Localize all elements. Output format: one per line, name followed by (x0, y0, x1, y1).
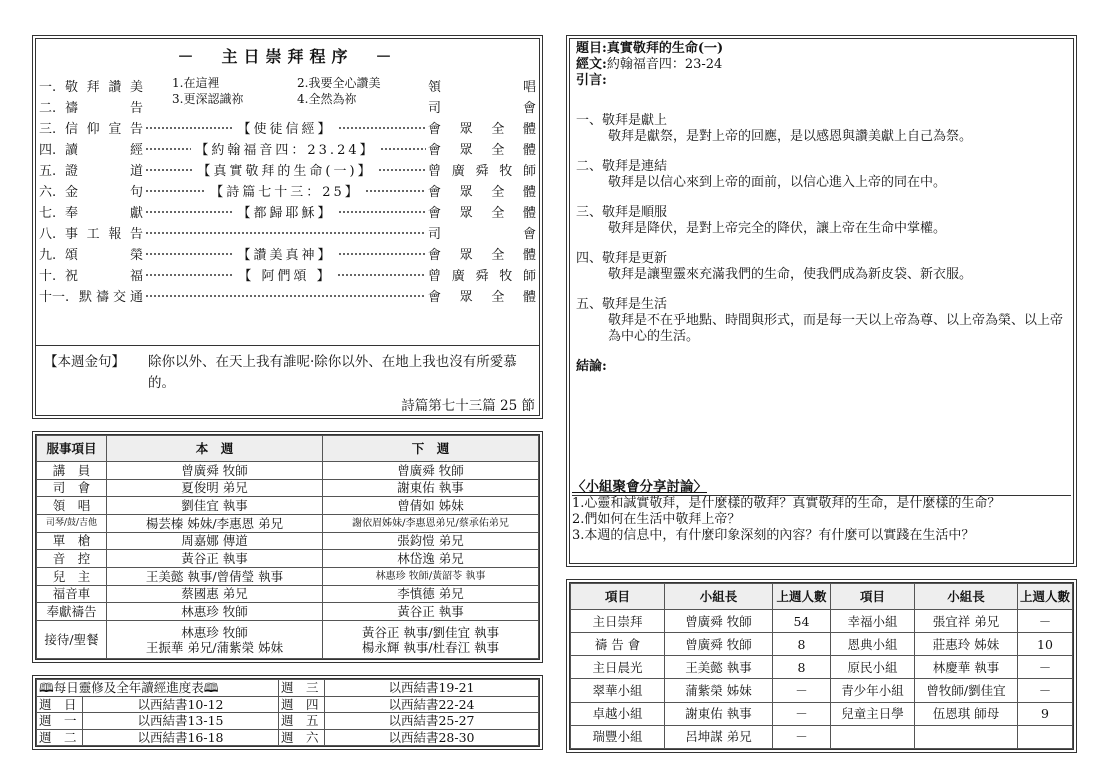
program-number: 七. (39, 206, 57, 221)
dot-leader (337, 273, 426, 277)
table-cell: － (1018, 656, 1073, 679)
table-cell: 奉獻禱告 (37, 603, 107, 621)
program-detail-text: 【真實敬拜的生命(一)】 (197, 164, 374, 179)
table-row (37, 514, 539, 532)
book-icon: 🕮 (39, 680, 54, 696)
table-cell: 瑞豐小組 (571, 725, 665, 748)
hymn-list (172, 75, 417, 107)
program-number: 六. (39, 185, 57, 200)
sermon-point (576, 113, 1067, 145)
program-item-name: 信仰宣告 (65, 122, 143, 137)
table-row (37, 567, 539, 585)
dot-leader (365, 189, 426, 193)
table-cell: 黃谷正 執事 (323, 603, 539, 621)
table-cell: 莊惠玲 姊妹 (915, 633, 1018, 656)
table-cell: 王美懿 執事 (665, 656, 773, 679)
table-cell: 兒童主日學 (831, 702, 915, 725)
table-cell: 蒲紫榮 姊妹 (665, 679, 773, 702)
table-row (37, 532, 539, 550)
column-header: 本 週 (107, 436, 323, 462)
column-header: 項目 (831, 584, 915, 610)
table-row (37, 621, 539, 659)
program-item-name: 敬拜讚美 (65, 80, 143, 95)
table-row (571, 725, 1073, 748)
column-header: 小組長 (915, 584, 1018, 610)
table-cell: 曾廣舜 牧師 (665, 610, 773, 633)
program-number: 八. (39, 227, 57, 242)
table-cell: 黃谷正 執事 (107, 550, 323, 568)
point-body: 敬拜是獻祭，是對上帝的回應，是以感恩與讚美獻上自己為祭。 (608, 129, 973, 144)
service-roster (32, 431, 543, 663)
program-detail-text: 【讚美真神】 (237, 248, 334, 263)
table-cell: 林岱逸 弟兄 (323, 550, 539, 568)
dot-leader (145, 210, 234, 214)
table-cell: － (773, 725, 831, 748)
table-cell: 曾牧師/劉佳宜 (915, 679, 1018, 702)
table-cell: 卓越小組 (571, 702, 665, 725)
dot-leader (145, 294, 426, 298)
table-row (571, 702, 1073, 725)
table-row (571, 656, 1073, 679)
program-leader: 會眾全體 (428, 290, 536, 305)
program-leader: 會眾全體 (428, 185, 536, 200)
table-row (571, 610, 1073, 633)
table-cell: 黃谷正 執事/劉佳宜 執事 楊永輝 執事/杜春江 執事 (323, 621, 539, 659)
program-title: － 主日崇拜程序 － (177, 47, 398, 66)
sermon-point (576, 297, 1067, 345)
dot-leader (145, 147, 191, 151)
sermon-point (576, 205, 1067, 237)
table-cell: 伍恩琪 師母 (915, 702, 1018, 725)
table-cell: 單 槍 (37, 532, 107, 550)
program-detail (143, 181, 428, 200)
table-cell: 8 (773, 656, 831, 679)
table-cell: 翠華小組 (571, 679, 665, 702)
column-header: 服事項目 (37, 436, 107, 462)
point-heading: 四、敬拜是更新 (576, 251, 668, 266)
dot-leader (380, 147, 426, 151)
dot-leader (378, 168, 426, 172)
table-cell: 司 會 (37, 479, 107, 497)
column-header: 下 週 (323, 436, 539, 462)
program-row (39, 117, 536, 138)
program-detail (143, 202, 428, 221)
table-cell: 楊芸榛 姊妹/李惠恩 弟兄 (107, 514, 323, 532)
table-row (37, 497, 539, 515)
program-leader: 會眾全體 (428, 122, 536, 137)
table-header-row (37, 436, 539, 462)
table-cell: － (1018, 679, 1073, 702)
table-cell: 8 (773, 633, 831, 656)
program-row (39, 243, 536, 264)
dot-leader (145, 168, 193, 172)
table-cell: 領 唱 (37, 497, 107, 515)
dot-leader (145, 252, 234, 256)
point-heading: 三、敬拜是順服 (576, 205, 668, 220)
worship-program (32, 35, 543, 419)
table-cell: 主日崇拜 (571, 610, 665, 633)
table-cell: 林惠珍 牧師 (107, 603, 323, 621)
dot-leader (338, 126, 427, 130)
program-row (39, 159, 536, 180)
table-cell: 福音車 (37, 585, 107, 603)
point-body: 敬拜是不在乎地點、時間與形式，而是每一天以上帝為尊、以上帝為榮、以上帝為中心的生活。 (608, 313, 1064, 344)
table-cell: － (773, 679, 831, 702)
program-detail-text: 【使徒信經】 (237, 122, 334, 137)
program-item-name: 默禱交通 (79, 290, 143, 305)
program-number: 二. (39, 101, 57, 116)
table-cell: 劉佳宜 執事 (107, 497, 323, 515)
question: 1.心靈和誠實敬拜，是什麼樣的敬拜？真實敬拜的生命，是什麼樣的生命？ (572, 496, 1001, 511)
hymn: 2.我要全心讚美 (297, 76, 381, 90)
table-cell: － (773, 702, 831, 725)
point-body: 敬拜是以信心來到上帝的面前，以信心進入上帝的同在中。 (608, 175, 947, 190)
program-number: 一. (39, 80, 57, 95)
table-cell: 講 員 (37, 462, 107, 480)
hymn: 1.在這裡 (172, 76, 220, 90)
point-body: 敬拜是降伏，是對上帝完全的降伏，讓上帝在生命中掌權。 (608, 221, 947, 236)
table-cell: 呂坤謀 弟兄 (665, 725, 773, 748)
table-cell: 夏俊明 弟兄 (107, 479, 323, 497)
program-detail (143, 118, 428, 137)
table-cell: 蔡國惠 弟兄 (107, 585, 323, 603)
program-item-name: 奉獻 (65, 206, 143, 221)
dot-leader (145, 126, 234, 130)
discussion-title: 〈小組聚會分享討論〉 (572, 479, 707, 495)
table-cell: 音 控 (37, 550, 107, 568)
program-detail (143, 231, 428, 235)
program-detail (143, 294, 428, 298)
table-row: 🕮每日靈修及全年讀經進度表🕮 週 三 以西結書19-21 (37, 680, 539, 697)
program-number: 十. (39, 269, 57, 284)
column-header: 項目 (571, 584, 665, 610)
point-heading: 五、敬拜是生活 (576, 297, 668, 312)
program-detail-text: 【都歸耶穌】 (237, 206, 334, 221)
table-cell: 王美懿 執事/曾倩瑩 執事 (107, 567, 323, 585)
question: 2.們如何在生活中敬拜上帝？ (572, 512, 741, 527)
program-leader: 司會 (428, 227, 536, 242)
program-detail (143, 160, 428, 179)
program-row (39, 138, 536, 159)
sermon-scripture: 約翰福音四：23-24 (606, 57, 723, 72)
discussion (572, 479, 1071, 544)
table-cell (915, 725, 1018, 748)
verse-label: 【本週金句】 (44, 354, 125, 370)
table-row (37, 585, 539, 603)
dot-leader (145, 231, 426, 235)
program-item-name: 讀經 (65, 143, 143, 158)
program-number: 四. (39, 143, 57, 158)
program-detail-text: 【 阿們頌 】 (238, 269, 333, 284)
program-row (39, 285, 536, 306)
table-cell: 謝東佑 執事 (665, 702, 773, 725)
program-number: 三. (39, 122, 57, 137)
conclusion-label: 結論: (576, 359, 607, 374)
table-cell: 兒 主 (37, 567, 107, 585)
dot-leader (145, 189, 206, 193)
sermon-outline: 題目:真實敬拜的生命(一) 經文:約翰福音四：23-24 引言: 一、敬拜是獻上 敬拜是獻祭，是對上帝的回應，是以感恩與讚美獻上自己為祭。 二、敬拜是連結 敬拜是以信心來到上帝的面前，以信心進入上帝的同在中。 三、敬拜是順服 敬拜是降伏，是對上帝完全的降伏，讓上帝在生命中掌權。 四、敬拜是更新 敬拜是讓聖靈來充滿我們的生命，使我們成為新皮袋、新衣服。 五、敬拜是生活 敬拜是不在乎地點、時間與形式，而是每一天以上帝為尊、以上帝為榮、以上帝為中心的生活。 結論: 〈小組聚會分享討論〉 1.心靈和誠實敬拜，是什麼樣的敬拜？真實敬拜的生命，是什麼樣的生命？ 2.們如何在生活中敬拜上帝？ 3.本週的信息中，有什麼印象深刻的內容？有什麼可以實踐在生活中？ (566, 35, 1077, 567)
program-detail-text: 【約翰福音四：23.24】 (195, 143, 376, 158)
table-row: 週 二 以西結書16-18 週 六 以西結書28-30 (37, 729, 539, 746)
program-detail-text: 【詩篇七十三：25】 (210, 185, 361, 200)
program-item-name: 金句 (65, 185, 143, 200)
table-cell: 周嘉娜 傳道 (107, 532, 323, 550)
point-body: 敬拜是讓聖靈來充滿我們的生命，使我們成為新皮袋、新衣服。 (608, 267, 973, 282)
program-leader: 曾廣舜牧師 (428, 164, 536, 179)
table-cell: 張鈞愷 弟兄 (323, 532, 539, 550)
sermon-topic: 真實敬拜的生命(一) (606, 41, 724, 56)
table-cell: 9 (1018, 702, 1073, 725)
table-row: 週 一 以西結書13-15 週 五 以西結書25-27 (37, 713, 539, 730)
program-row (39, 264, 536, 285)
program-item-name: 證道 (65, 164, 143, 179)
table-cell: 10 (1018, 633, 1073, 656)
program-leader: 曾廣舜牧師 (428, 269, 536, 284)
table-cell: 青少年小組 (831, 679, 915, 702)
point-heading: 二、敬拜是連結 (576, 159, 668, 174)
table-cell: 曾廣舜 牧師 (107, 462, 323, 480)
program-detail (143, 139, 428, 158)
table-row (37, 603, 539, 621)
program-leader: 會眾全體 (428, 248, 536, 263)
hymn: 3.更深認識祢 (172, 92, 244, 106)
program-number: 五. (39, 164, 57, 179)
table-cell: 曾倩如 姊妹 (323, 497, 539, 515)
program-leader: 領唱 (428, 80, 536, 95)
table-cell: 林慶華 執事 (915, 656, 1018, 679)
program-detail (143, 244, 428, 263)
column-header: 上週人數 (773, 584, 831, 610)
column-header: 上週人數 (1018, 584, 1073, 610)
book-icon: 🕮 (203, 680, 219, 696)
program-item-name: 事工報告 (65, 227, 143, 242)
table-cell: 曾廣舜 牧師 (323, 462, 539, 480)
dot-leader (338, 252, 427, 256)
table-cell: － (1018, 610, 1073, 633)
reading-title: 🕮每日靈修及全年讀經進度表🕮 (37, 680, 279, 697)
table-cell (1018, 725, 1073, 748)
dot-leader (338, 210, 427, 214)
sermon-point (576, 251, 1067, 283)
table-cell: 接待/聖餐 (37, 621, 107, 659)
intro-label: 引言: (576, 73, 607, 88)
program-number: 十一. (39, 290, 70, 305)
program-item-name: 禱告 (65, 101, 143, 116)
program-row (39, 201, 536, 222)
sermon-point (576, 159, 1067, 191)
program-number: 九. (39, 248, 57, 263)
table-row (37, 479, 539, 497)
table-cell: 張宜祥 弟兄 (915, 610, 1018, 633)
verse-text: 除你以外、在天上我有誰呢·除你以外、在地上我也沒有所愛慕的。 (148, 354, 517, 391)
table-header-row (571, 584, 1073, 610)
point-heading: 一、敬拜是獻上 (576, 113, 668, 128)
program-detail (143, 265, 428, 284)
table-cell: 幸福小組 (831, 610, 915, 633)
program-leader: 會眾全體 (428, 143, 536, 158)
group-attendance (566, 579, 1077, 753)
table-cell: 李慎德 弟兄 (323, 585, 539, 603)
table-row (571, 633, 1073, 656)
table-row (571, 679, 1073, 702)
table-cell: 54 (773, 610, 831, 633)
program-row (39, 180, 536, 201)
table-cell: 林惠珍 牧師/黃韶苓 執事 (323, 567, 539, 585)
table-cell: 謝東佑 執事 (323, 479, 539, 497)
program-item-name: 頌榮 (65, 248, 143, 263)
table-cell: 原民小組 (831, 656, 915, 679)
hymn: 4.全然為祢 (297, 92, 357, 106)
column-header: 小組長 (665, 584, 773, 610)
table-cell: 恩典小組 (831, 633, 915, 656)
table-cell (831, 725, 915, 748)
program-item-name: 祝福 (65, 269, 143, 284)
table-cell: 曾廣舜 牧師 (665, 633, 773, 656)
table-cell: 主日晨光 (571, 656, 665, 679)
table-cell: 林惠珍 牧師 王振華 弟兄/蒲紫榮 姊妹 (107, 621, 323, 659)
table-cell: 禱 告 會 (571, 633, 665, 656)
question: 3.本週的信息中，有什麼印象深刻的內容？有什麼可以實踐在生活中？ (572, 528, 975, 543)
dot-leader (145, 273, 234, 277)
program-leader: 司會 (428, 101, 536, 116)
table-row: 週 日 以西結書10-12 週 四 以西結書22-24 (37, 696, 539, 713)
program-row (39, 222, 536, 243)
table-cell: 司琴/鼓/吉他 (37, 514, 107, 532)
verse-reference: 詩篇第七十三篇 25 節 (401, 398, 535, 414)
table-cell: 謝依眉姊妹/李惠恩弟兄/蔡承佑弟兄 (323, 514, 539, 532)
golden-verse (36, 345, 539, 414)
table-row (37, 462, 539, 480)
program-leader: 會眾全體 (428, 206, 536, 221)
reading-schedule (32, 675, 543, 750)
table-row (37, 550, 539, 568)
